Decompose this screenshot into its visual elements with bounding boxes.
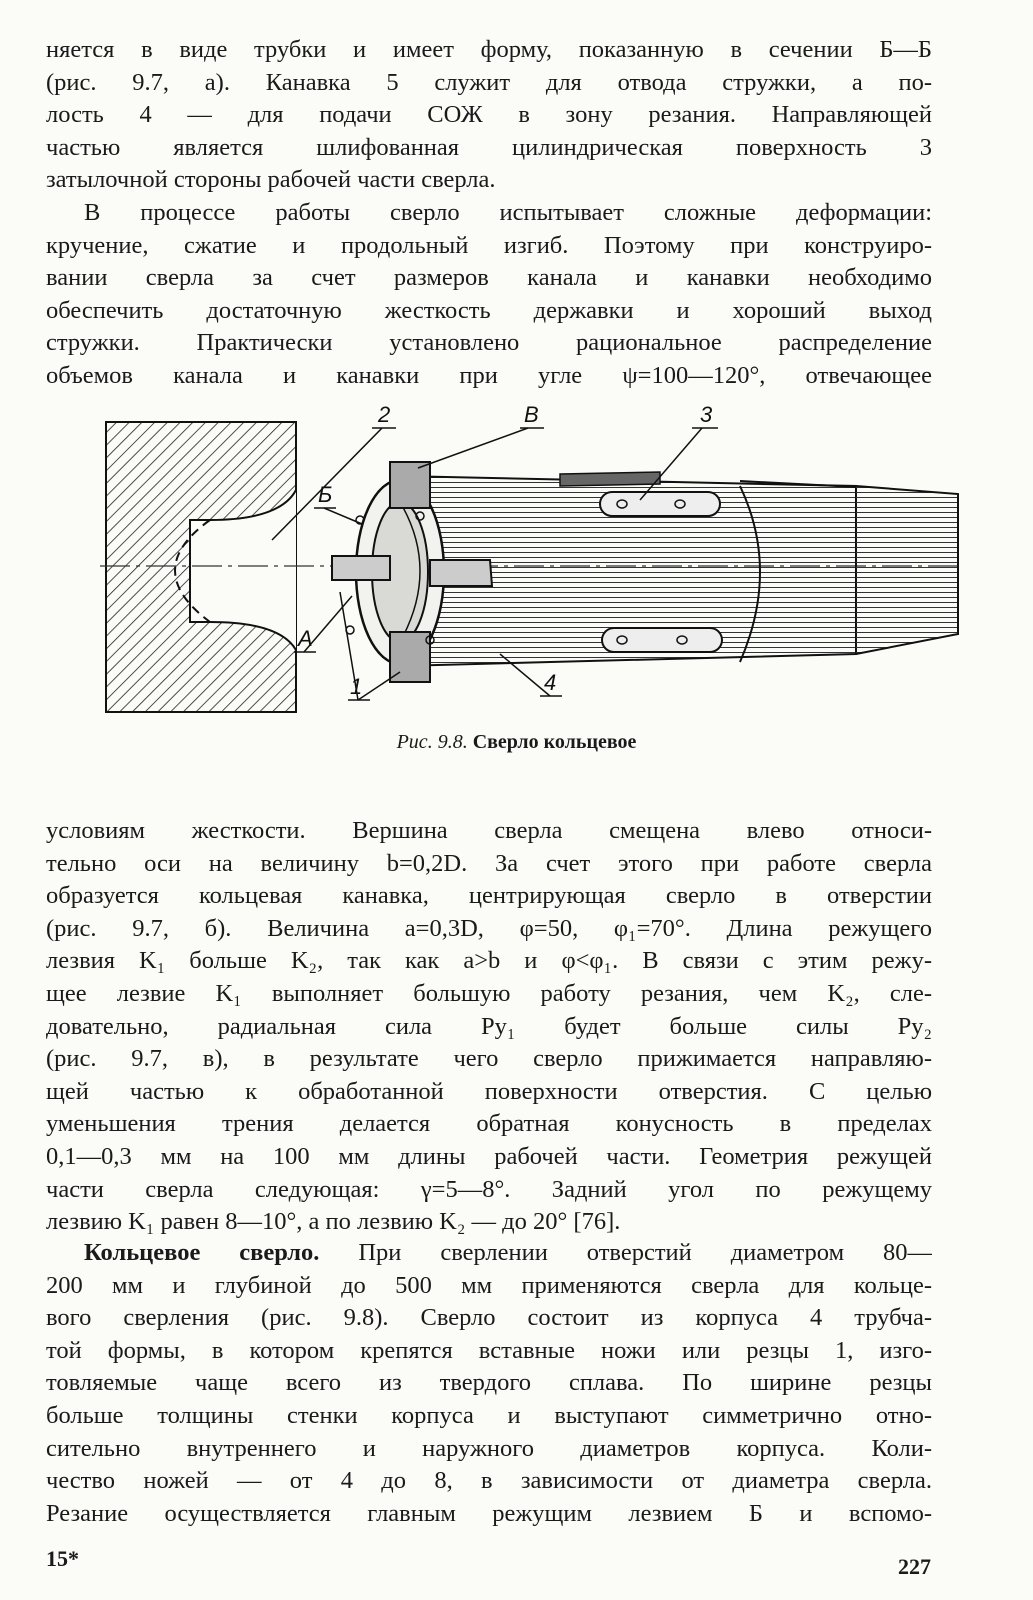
text-line: (рис. 9.7, в), в результате чего сверло прижимается направляю- [46, 1045, 932, 1073]
text-line: вого сверления (рис. 9.8). Сверло состоит из корпуса 4 трубча- [46, 1304, 932, 1332]
figure-label-b-side: Б [318, 482, 333, 507]
text-line: стружки. Практически установлено рациональное распределение [46, 329, 932, 357]
figure-label-2: 2 [378, 402, 391, 427]
paragraph-deformations [46, 197, 932, 393]
text-line: Резание осуществляется главным режущим лезвием Б и вспомо- [46, 1499, 932, 1527]
figure-label-4: 4 [544, 670, 557, 695]
text-line: объемов канала и канавки при угле ψ=100—120°, отвечающее [46, 361, 932, 389]
figure-label-1: 1 [350, 674, 363, 699]
text-line: обеспечить достаточную жесткость державки и хороший выход [46, 296, 932, 324]
caption-text: Сверло кольцевое [472, 731, 637, 753]
text-line: частью является шлифованная цилиндрическая поверхность 3 [46, 133, 932, 161]
text-line: лезвия K₁ больше K₂, так как a>b и φ<φ₁. В связи с этим режу- [46, 947, 932, 975]
caption-prefix: Рис. 9.8. [396, 731, 468, 753]
text-line: щее лезвие K₁ выполняет большую работу резания, чем K₂, сле- [46, 979, 932, 1007]
text-line: кручение, сжатие и продольный изгиб. Поэтому при конструиро- [46, 231, 932, 259]
paragraph-ring-drill [46, 1237, 932, 1530]
text-line: няется в виде трубки и имеет форму, показанную в сечении Б—Б [46, 36, 932, 63]
text-line: щей частью к обработанной поверхности отверстия. С целью [46, 1077, 932, 1105]
text-line: 200 мм и глубиной до 500 мм применяются сверла для кольце- [46, 1271, 932, 1299]
text-line: уменьшения трения делается обратная конусность в пределах [46, 1110, 932, 1138]
text-line: чество ножей — от 4 до 8, в зависимости от диаметра сверла. [46, 1467, 932, 1495]
text-line: (рис. 9.7, б). Величина а=0,3D, φ=50, φ₁=70°. Длина режущего [46, 914, 932, 942]
text-line: образуется кольцевая канавка, центрирующая сверло в отверстии [46, 882, 932, 910]
text-line: части сверла следующая: γ=5—8°. Задний угол по режущему [46, 1175, 932, 1203]
text-line: (рис. 9.7, а). Канавка 5 служит для отвода стружки, а по- [46, 68, 932, 96]
text-line: товляемые чаще всего из твердого сплава. По ширине резцы [46, 1369, 932, 1397]
heading-line-rest: При сверлении отверстий диаметром 80— [319, 1239, 932, 1266]
workpiece-section [106, 422, 296, 712]
text-line: лость 4 — для подачи СОЖ в зону резания. Направляющей [46, 101, 932, 129]
figure-ring-drill [100, 400, 960, 720]
text-line: условиям жесткости. Вершина сверла смещена влево относи- [46, 817, 932, 844]
text-line: тельно оси на величину b=0,2D. За счет этого при работе сверла [46, 849, 932, 877]
text-line: той формы, в котором крепятся вставные ножи или резцы 1, изго- [46, 1336, 932, 1364]
text-line: сительно внутреннего и наружного диаметров корпуса. Коли- [46, 1434, 932, 1462]
text-line: лезвию K₁ равен 8—10°, а по лезвию K₂ — до 20° [76]. [46, 1208, 621, 1236]
figure-label-v-top: В [524, 402, 539, 427]
text-line: вании сверла за счет размеров канала и канавки необходимо [46, 264, 932, 292]
text-line: 0,1—0,3 мм на 100 мм длины рабочей части. Геометрия режущей [46, 1142, 932, 1170]
figure-label-3: 3 [700, 402, 713, 427]
signature-mark: 15* [46, 1546, 79, 1571]
text-line: затылочной стороны рабочей части сверла. [46, 166, 496, 194]
paragraph-stiffness [46, 815, 932, 1239]
paragraph-top [46, 34, 932, 197]
figure-caption [0, 731, 1033, 754]
text-line: В процессе работы сверло испытывает сложные деформации: [84, 199, 932, 226]
text-line [46, 1237, 932, 1270]
text-line: довательно, радиальная сила Pу₁ будет больше силы Pу₂ [46, 1012, 932, 1040]
figure-label-a: А [298, 626, 313, 651]
section-heading: Кольцевое сверло. [84, 1239, 320, 1266]
text-line: больше толщины стенки корпуса и выступают симметрично отно- [46, 1401, 932, 1429]
page-number: 227 [898, 1554, 931, 1579]
